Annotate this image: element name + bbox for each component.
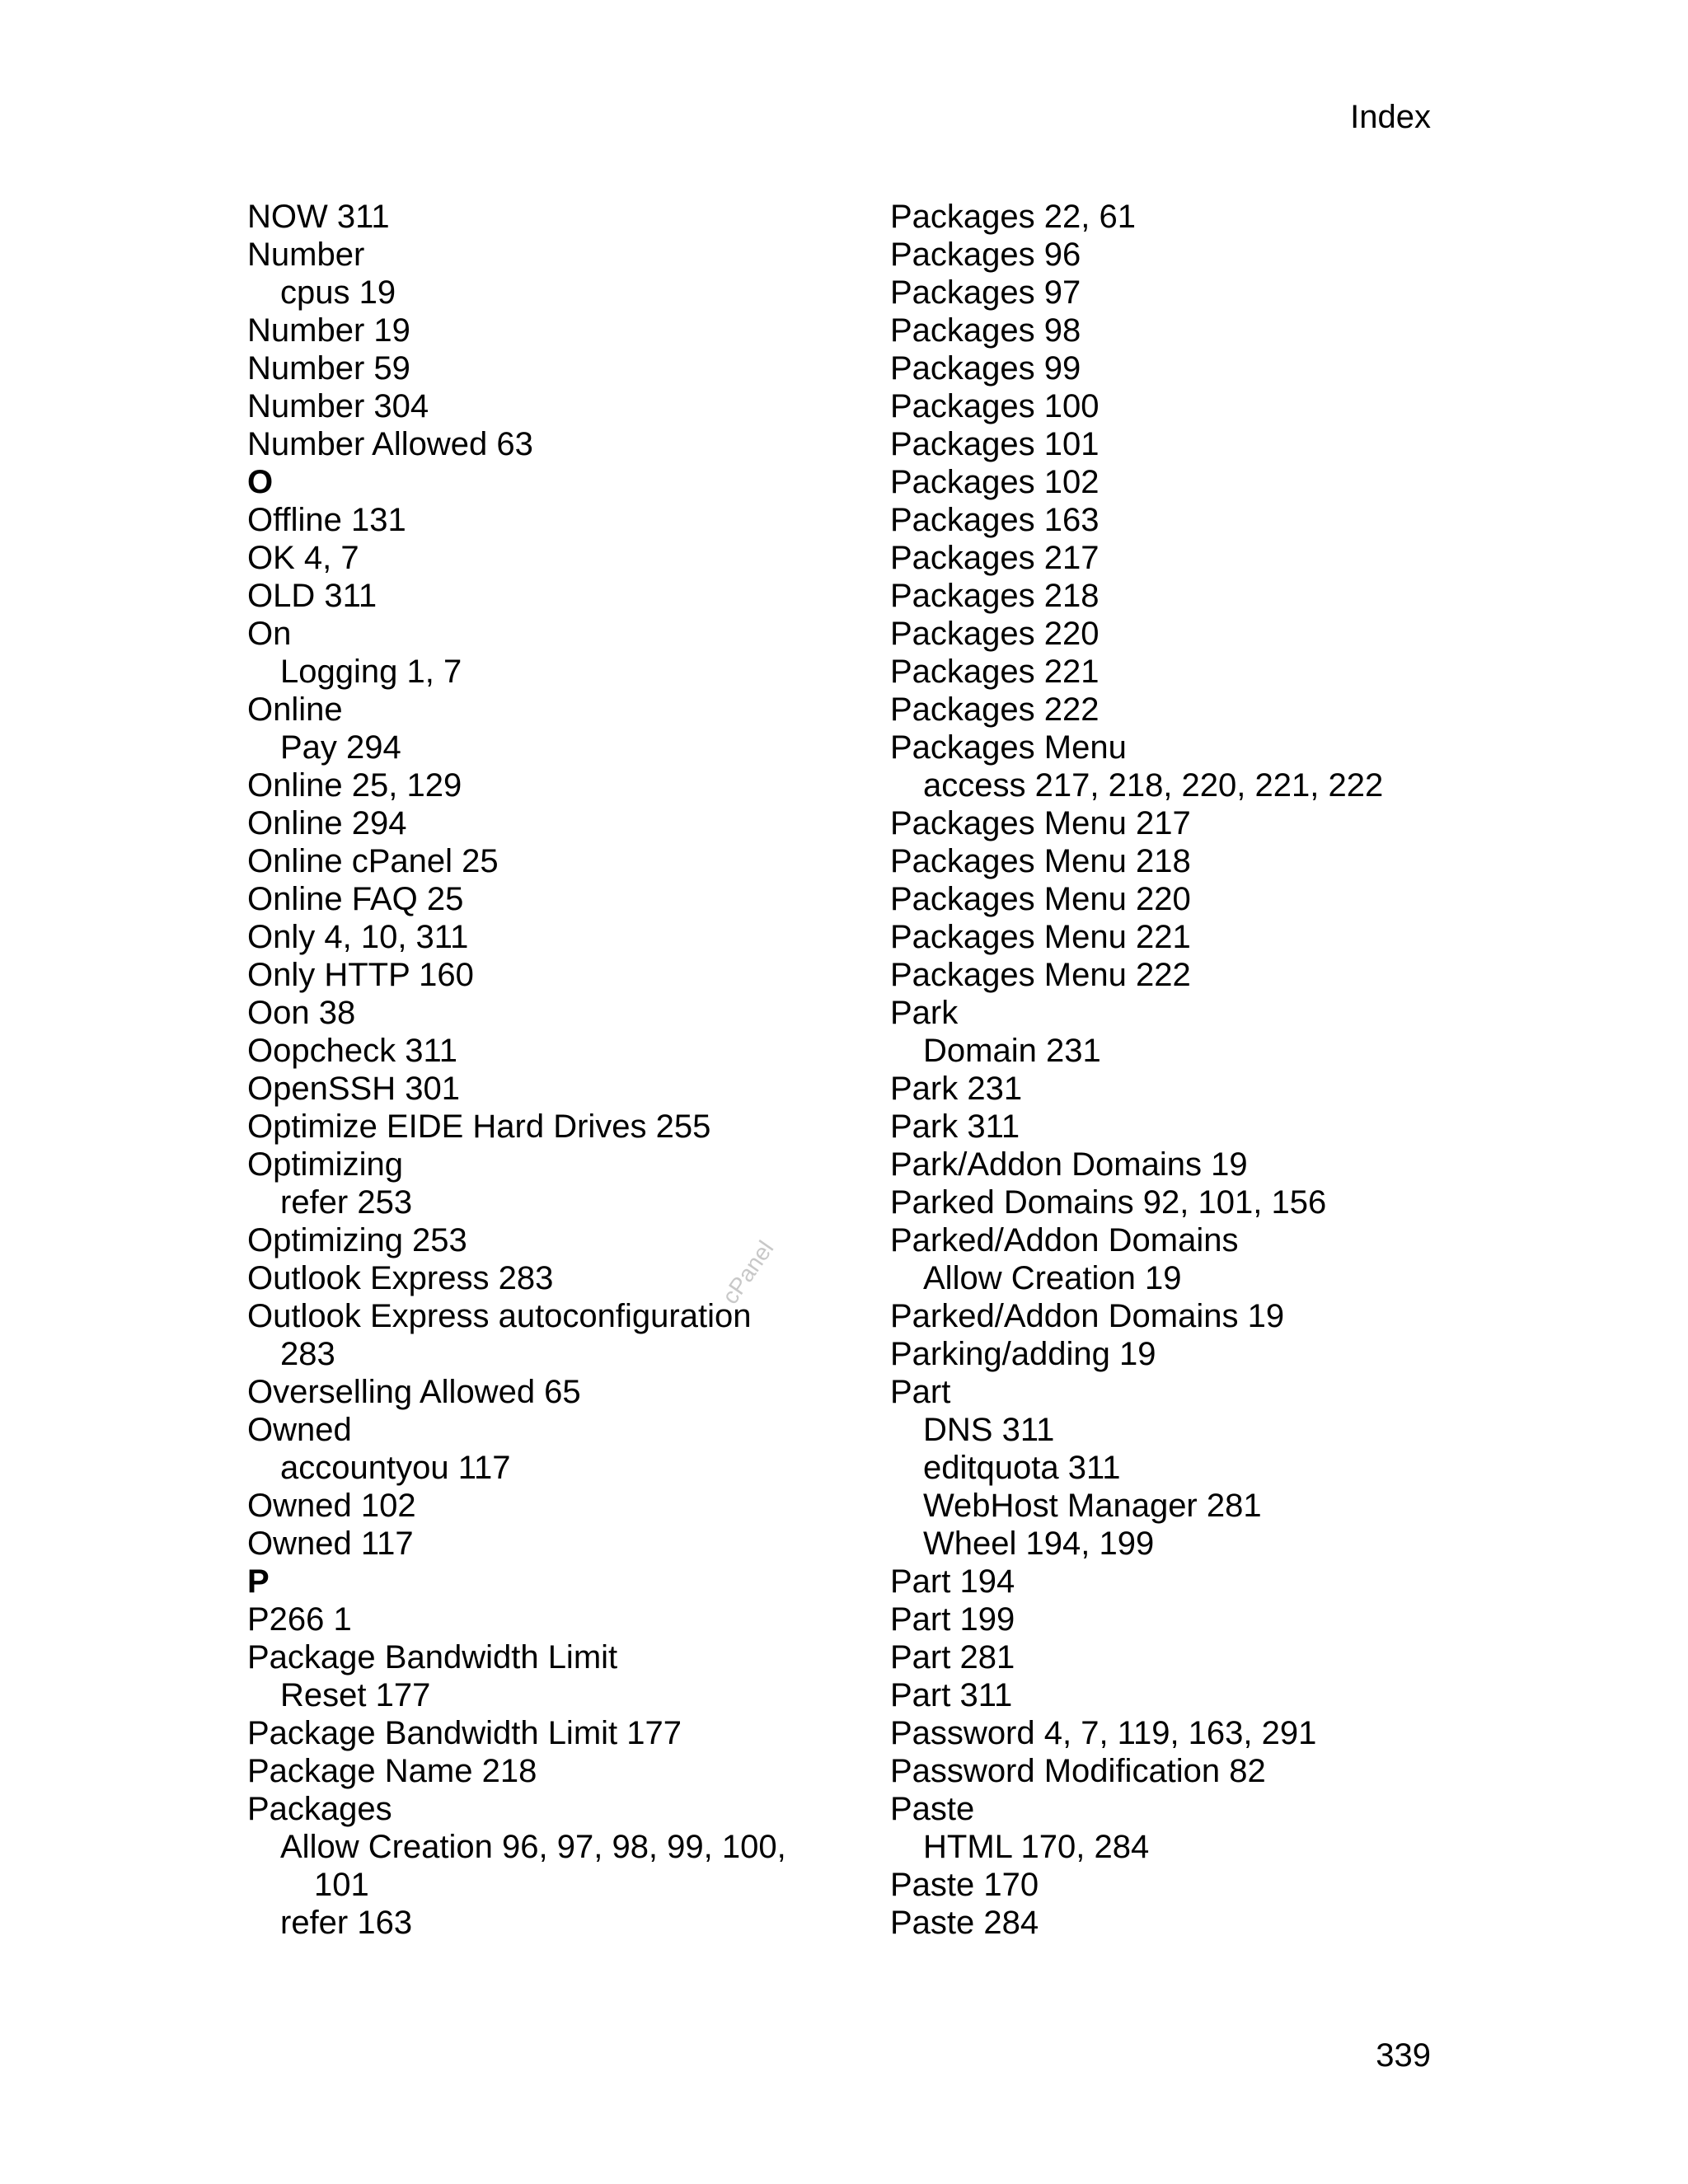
index-letter-heading: P — [247, 1563, 270, 1600]
index-entry: Parking/adding 19 — [890, 1336, 1156, 1372]
index-entry: Paste — [890, 1791, 975, 1827]
index-subentry: accountyou 117 — [280, 1450, 511, 1486]
index-entry: Park — [890, 995, 959, 1031]
index-entry: OLD 311 — [247, 578, 377, 614]
index-entry: Packages 98 — [890, 312, 1081, 349]
index-entry: Packages Menu 221 — [890, 919, 1191, 955]
index-entry: Paste 170 — [890, 1867, 1039, 1903]
index-entry: On — [247, 616, 292, 652]
index-column-left — [247, 198, 824, 1942]
index-subentry: 283 — [280, 1336, 335, 1372]
index-entry: Password Modification 82 — [890, 1753, 1266, 1789]
index-entry: Online FAQ 25 — [247, 881, 464, 917]
index-entry: Number 304 — [247, 388, 429, 424]
index-entry: Packages Menu 217 — [890, 805, 1191, 841]
index-subentry: editquota 311 — [923, 1450, 1121, 1486]
index-entry: Part 194 — [890, 1563, 1015, 1600]
index-subentry: refer 253 — [280, 1184, 413, 1221]
index-entry: Packages 222 — [890, 691, 1100, 728]
index-entry: Optimizing — [247, 1146, 403, 1183]
index-entry: Part 199 — [890, 1601, 1015, 1638]
page-header-title: Index — [1350, 99, 1431, 135]
index-entry: Optimizing 253 — [247, 1222, 467, 1258]
index-subentry: refer 163 — [280, 1905, 413, 1941]
index-entry: OpenSSH 301 — [247, 1071, 460, 1107]
index-entry: P266 1 — [247, 1601, 352, 1638]
index-entry: Overselling Allowed 65 — [247, 1374, 581, 1410]
index-entry: Package Name 218 — [247, 1753, 537, 1789]
index-entry: Only 4, 10, 311 — [247, 919, 469, 955]
index-entry: Package Bandwidth Limit 177 — [247, 1715, 682, 1751]
index-entry: NOW 311 — [247, 199, 390, 235]
index-entry: Parked/Addon Domains 19 — [890, 1298, 1285, 1334]
index-subentry: Allow Creation 19 — [923, 1260, 1182, 1296]
index-entry: Packages 218 — [890, 578, 1100, 614]
index-entry: Park 311 — [890, 1108, 1020, 1145]
index-entry: Packages 101 — [890, 426, 1100, 462]
index-subentry: 101 — [314, 1867, 369, 1903]
index-subentry: cpus 19 — [280, 274, 396, 311]
index-subentry: WebHost Manager 281 — [923, 1488, 1262, 1524]
index-entry: Park/Addon Domains 19 — [890, 1146, 1248, 1183]
index-entry: Packages — [247, 1791, 392, 1827]
index-entry: Online — [247, 691, 343, 728]
index-entry: Packages Menu 218 — [890, 843, 1191, 879]
index-entry: Password 4, 7, 119, 163, 291 — [890, 1715, 1317, 1751]
index-entry: Online cPanel 25 — [247, 843, 499, 879]
index-entry: Oopcheck 311 — [247, 1033, 457, 1069]
index-entry: OK 4, 7 — [247, 540, 359, 576]
index-entry: Park 231 — [890, 1071, 1023, 1107]
index-entry: Number 59 — [247, 350, 410, 387]
index-entry: Packages 22, 61 — [890, 199, 1136, 235]
index-entry: Packages Menu — [890, 729, 1127, 766]
index-entry: Parked/Addon Domains — [890, 1222, 1239, 1258]
index-entry: Owned — [247, 1412, 352, 1448]
index-entry: Packages 221 — [890, 654, 1100, 690]
index-entry: Oon 38 — [247, 995, 356, 1031]
index-entry: Number — [247, 237, 365, 273]
index-entry: Packages 97 — [890, 274, 1081, 311]
index-subentry: Wheel 194, 199 — [923, 1526, 1155, 1562]
index-entry: Packages 217 — [890, 540, 1100, 576]
index-entry: Outlook Express 283 — [247, 1260, 554, 1296]
index-subentry: HTML 170, 284 — [923, 1829, 1150, 1865]
index-letter-heading: O — [247, 464, 274, 500]
index-entry: Part 311 — [890, 1677, 1013, 1713]
index-subentry: access 217, 218, 220, 221, 222 — [923, 767, 1384, 804]
index-entry: Online 25, 129 — [247, 767, 462, 804]
index-entry: Optimize EIDE Hard Drives 255 — [247, 1108, 711, 1145]
index-entry: Outlook Express autoconfiguration — [247, 1298, 752, 1334]
index-subentry: DNS 311 — [923, 1412, 1055, 1448]
index-entry: Packages 96 — [890, 237, 1081, 273]
index-column-right — [890, 198, 1467, 1942]
index-subentry: Allow Creation 96, 97, 98, 99, 100, — [280, 1829, 786, 1865]
index-entry: Parked Domains 92, 101, 156 — [890, 1184, 1327, 1221]
index-entry: Owned 117 — [247, 1526, 414, 1562]
index-subentry: Logging 1, 7 — [280, 654, 462, 690]
index-entry: Paste 284 — [890, 1905, 1039, 1941]
index-entry: Only HTTP 160 — [247, 957, 474, 993]
index-entry: Part 281 — [890, 1639, 1015, 1675]
index-entry: Part — [890, 1374, 951, 1410]
page-number: 339 — [1376, 2037, 1431, 2074]
watermark-text: cPanel — [717, 1235, 779, 1309]
index-subentry: Pay 294 — [280, 729, 401, 766]
index-entry: Packages 99 — [890, 350, 1081, 387]
index-subentry: Domain 231 — [923, 1033, 1101, 1069]
index-entry: Online 294 — [247, 805, 407, 841]
index-entry: Number Allowed 63 — [247, 426, 533, 462]
index-entry: Packages 100 — [890, 388, 1100, 424]
index-entry: Packages Menu 220 — [890, 881, 1191, 917]
index-entry: Packages 163 — [890, 502, 1100, 538]
index-entry: Packages 102 — [890, 464, 1100, 500]
index-entry: Number 19 — [247, 312, 410, 349]
index-entry: Packages 220 — [890, 616, 1100, 652]
index-entry: Offline 131 — [247, 502, 406, 538]
index-entry: Packages Menu 222 — [890, 957, 1191, 993]
index-entry: Package Bandwidth Limit — [247, 1639, 618, 1675]
index-entry: Owned 102 — [247, 1488, 416, 1524]
index-subentry: Reset 177 — [280, 1677, 431, 1713]
